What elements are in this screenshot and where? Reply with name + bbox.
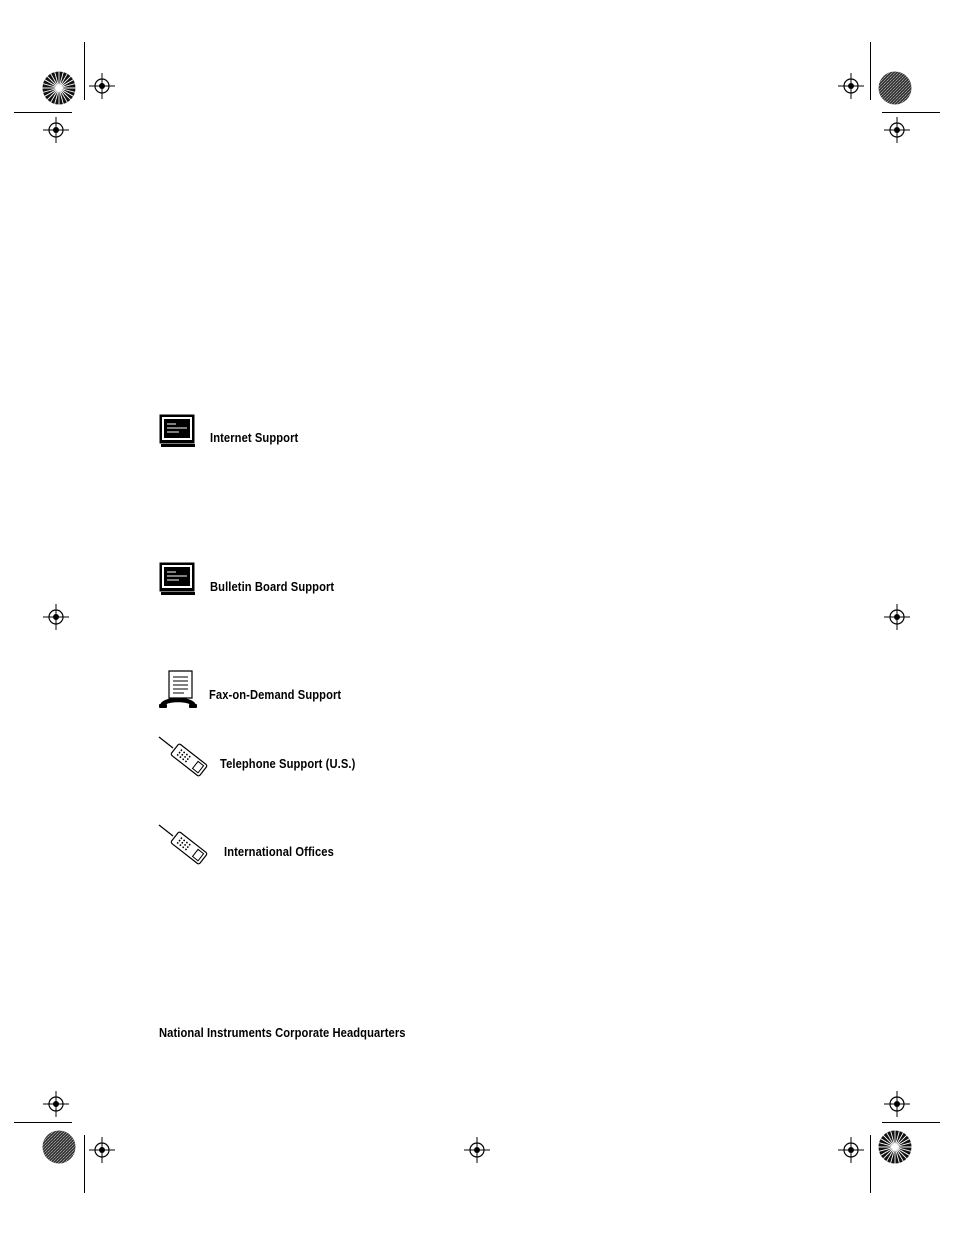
registration-mark-icon [89,1137,115,1163]
corporate-headquarters-heading: National Instruments Corporate Headquarters [159,1025,406,1040]
registration-mark-icon [884,604,910,630]
fax-document-icon [158,670,200,710]
starburst-mark-icon [878,1130,912,1164]
registration-mark-icon [838,73,864,99]
registration-mark-icon [884,1091,910,1117]
registration-mark-icon [43,604,69,630]
registration-mark-icon [43,1091,69,1117]
internet-support-heading: Internet Support [210,430,299,445]
registration-mark-icon [464,1137,490,1163]
starburst-mark-icon [42,71,76,105]
halftone-mark-icon [878,71,912,105]
computer-monitor-icon [159,562,197,596]
registration-mark-icon [89,73,115,99]
halftone-mark-icon [42,1130,76,1164]
bulletin-board-support-heading: Bulletin Board Support [210,579,335,594]
cellular-phone-icon [158,736,212,778]
computer-monitor-icon [159,414,197,448]
international-offices-heading: International Offices [224,844,334,859]
registration-mark-icon [43,117,69,143]
registration-mark-icon [884,117,910,143]
registration-mark-icon [838,1137,864,1163]
telephone-support-heading: Telephone Support (U.S.) [220,756,356,771]
cellular-phone-icon [158,824,212,866]
fax-on-demand-support-heading: Fax-on-Demand Support [209,687,342,702]
